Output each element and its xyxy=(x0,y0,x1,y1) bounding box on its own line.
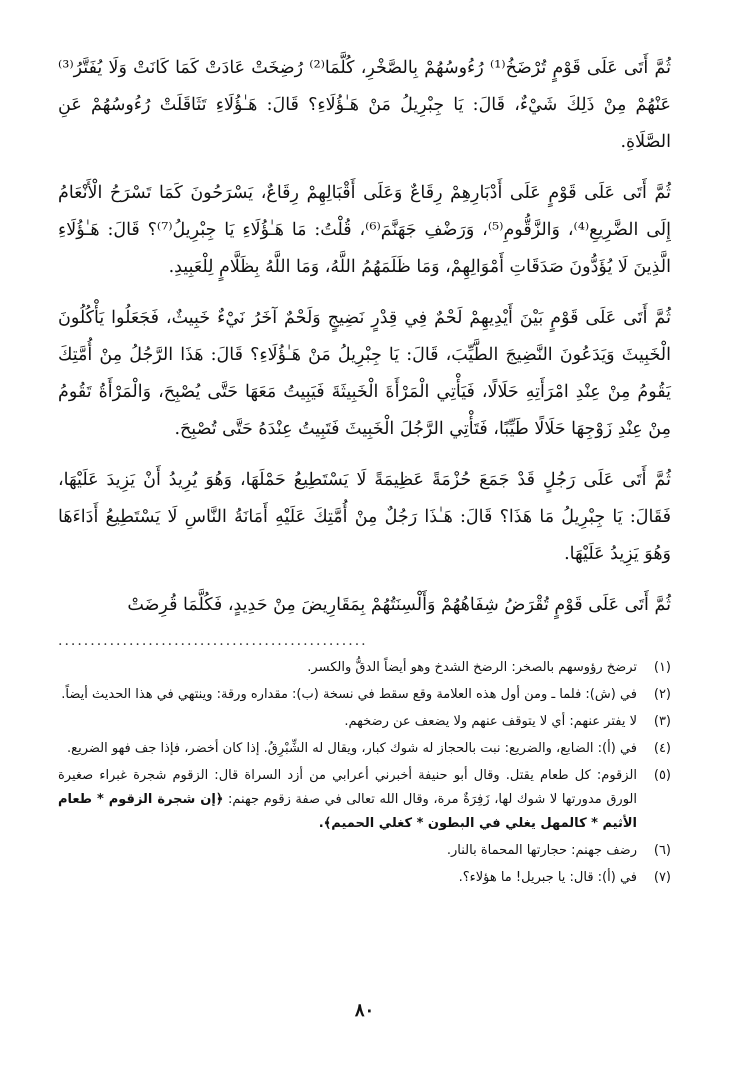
footnote-text: في (أ): الضابع، والضريع: نبت بالحجاز له شوك كبار، ويقال له الشِّبْرِقُ. إذا كان أخضر، فإذا جف فهو الضريع. xyxy=(67,741,637,756)
footnote-number: (٧) xyxy=(653,870,671,885)
footnote-number: (٥) xyxy=(653,768,671,783)
quran-quote: ﴿إن شجرة الزقوم * طعام الأثيم * كالمهل يغلي في البطون * كغلي الحميم﴾. xyxy=(58,792,637,831)
footnote-separator: ................................................ xyxy=(58,633,368,649)
footnote-text: رضف جهنم: حجارتها المحماة بالنار. xyxy=(446,843,637,858)
footnote-number: (٤) xyxy=(653,741,671,756)
footnote xyxy=(58,737,671,761)
footnote xyxy=(58,710,671,734)
paragraph: ثُمَّ أَتَى عَلَى قَوْمٍ تُقْرَضُ شِفَاهُهُمْ وَأَلْسِنَتُهُمْ بِمَقَارِيضَ مِنْ حَدِيدٍ، فَكُلَّمَا قُرِضَتْ xyxy=(127,595,671,615)
main-text xyxy=(58,50,671,624)
footnote-text xyxy=(58,764,637,836)
footnote xyxy=(58,656,671,680)
footnote-number: (١) xyxy=(653,660,671,675)
footnote-text: ترضخ رؤوسهم بالصخر: الرضخ الشدخ وهو أيضاً الدقُّ والكسر. xyxy=(307,660,637,675)
paragraph: ثُمَّ أَتَى عَلَى قَوْمٍ عَلَى أَدْبَارِهِمْ رِقَاعٌ وَعَلَى أَقْبَالِهِمْ رِقَاعٌ، يَسْرَحُونَ كَمَا تَسْرَحُ الْأَنْعَامُ إِلَى الضَّرِيعِ⁽⁴⁾، وَالزَّقُّومِ⁽⁵⁾، وَرَضْفِ جَهَنَّمَ⁽⁶⁾، قُلْتُ: مَا هَـٰؤُلَاءِ يَا جِبْرِيلُ⁽⁷⁾؟ قَالَ: هَـٰؤُلَاءِ الَّذِينَ لَا يُؤَدُّونَ صَدَقَاتِ أَمْوَالِهِمْ، وَمَا ظَلَمَهُمُ اللَّهُ، وَمَا اللَّهُ بِظَلَّامٍ لِلْعَبِيدِ. xyxy=(58,183,671,277)
footnote-text: في (أ): قال: يا جبريل! ما هؤلاء؟. xyxy=(458,870,637,885)
footnote-number: (٦) xyxy=(653,843,671,858)
paragraph: ثُمَّ أَتَى عَلَى قَوْمٍ بَيْنَ أَيْدِيهِمْ لَحْمٌ فِي قِدْرٍ نَضِيجٍ وَلَحْمٌ آخَرُ نَيْءٌ خَبِيثٌ، فَجَعَلُوا يَأْكُلُونَ الْخَبِيثَ وَيَدَعُونَ النَّضِيجَ الطَّيِّبَ، قَالَ: يَا جِبْرِيلُ مَنْ هَـٰؤُلَاءِ؟ قَالَ: هَذَا الرَّجُلُ مِنْ أُمَّتِكَ يَقُومُ مِنْ عِنْدِ امْرَأَتِهِ حَلَالًا، فَيَأْتِي الْمَرْأَةَ الْخَبِيثَةَ فَيَبِيتُ مَعَهَا حَتَّى يُصْبِحَ، وَالْمَرْأَةُ تَقُومُ مِنْ عِنْدِ زَوْجِهَا حَلَالًا طَيِّبًا، فَتَأْتِي الرَّجُلَ الْخَبِيثَ فَتَبِيتُ عِنْدَهُ حَتَّى تُصْبِحَ. xyxy=(58,308,671,439)
footnote-text: لا يفتر عنهم: أي لا يتوقف عنهم ولا يضعف عن رضخهم. xyxy=(344,714,637,729)
footnote xyxy=(58,839,671,863)
page-number: ٨٠ xyxy=(354,1000,375,1021)
footnote-text-plain: الزقوم: كل طعام يقتل. وقال أبو حنيفة أخبرني أعرابي من أزد السراة قال: الزقوم شجرة غبراء صغيرة الورق مدورتها لا شوك لها، زَفِرَةٌ مرة، وقال الله تعالى في صفة زقوم جهنم: xyxy=(58,768,637,807)
footnotes xyxy=(58,656,671,890)
footnote xyxy=(58,764,671,836)
footnote-text: في (ش): فلما ـ ومن أول هذه العلامة وقع سقط في نسخة (ب): مقداره ورقة: وينتهي في هذا الحديث أيضاً. xyxy=(61,687,637,702)
footnote-number: (٢) xyxy=(653,687,671,702)
paragraph: ثُمَّ أَتَى عَلَى رَجُلٍ قَدْ جَمَعَ حُزْمَةً عَظِيمَةً لَا يَسْتَطِيعُ حَمْلَهَا، وَهُوَ يُرِيدُ أَنْ يَزِيدَ عَلَيْهَا، فَقَالَ: يَا جِبْرِيلُ مَا هَذَا؟ قَالَ: هَـٰذَا رَجُلٌ مِنْ أُمَّتِكَ عَلَيْهِ أَمَانَةُ النَّاسِ لَا يَسْتَطِيعُ أَدَاءَهَا وَهُوَ يَزِيدُ عَلَيْهَا. xyxy=(58,470,671,564)
footnote xyxy=(58,866,671,890)
footnote xyxy=(58,683,671,707)
paragraph: ثُمَّ أَتَى عَلَى قَوْمٍ تُرْضَخُ⁽¹⁾ رُءُوسُهُمْ بِالصَّخْرِ، كُلَّمَا⁽²⁾ رُضِخَتْ عَادَتْ كَمَا كَانَتْ وَلَا يُفَتَّرُ⁽³⁾ عَنْهُمْ مِنْ ذَلِكَ شَيْءٌ، قَالَ: يَا جِبْرِيلُ مَنْ هَـٰؤُلَاءِ؟ قَالَ: هَـٰؤُلَاءِ تَثَاقَلَتْ رُءُوسُهُمْ عَنِ الصَّلَاةِ. xyxy=(58,58,671,152)
footnote-number: (٣) xyxy=(653,714,671,729)
